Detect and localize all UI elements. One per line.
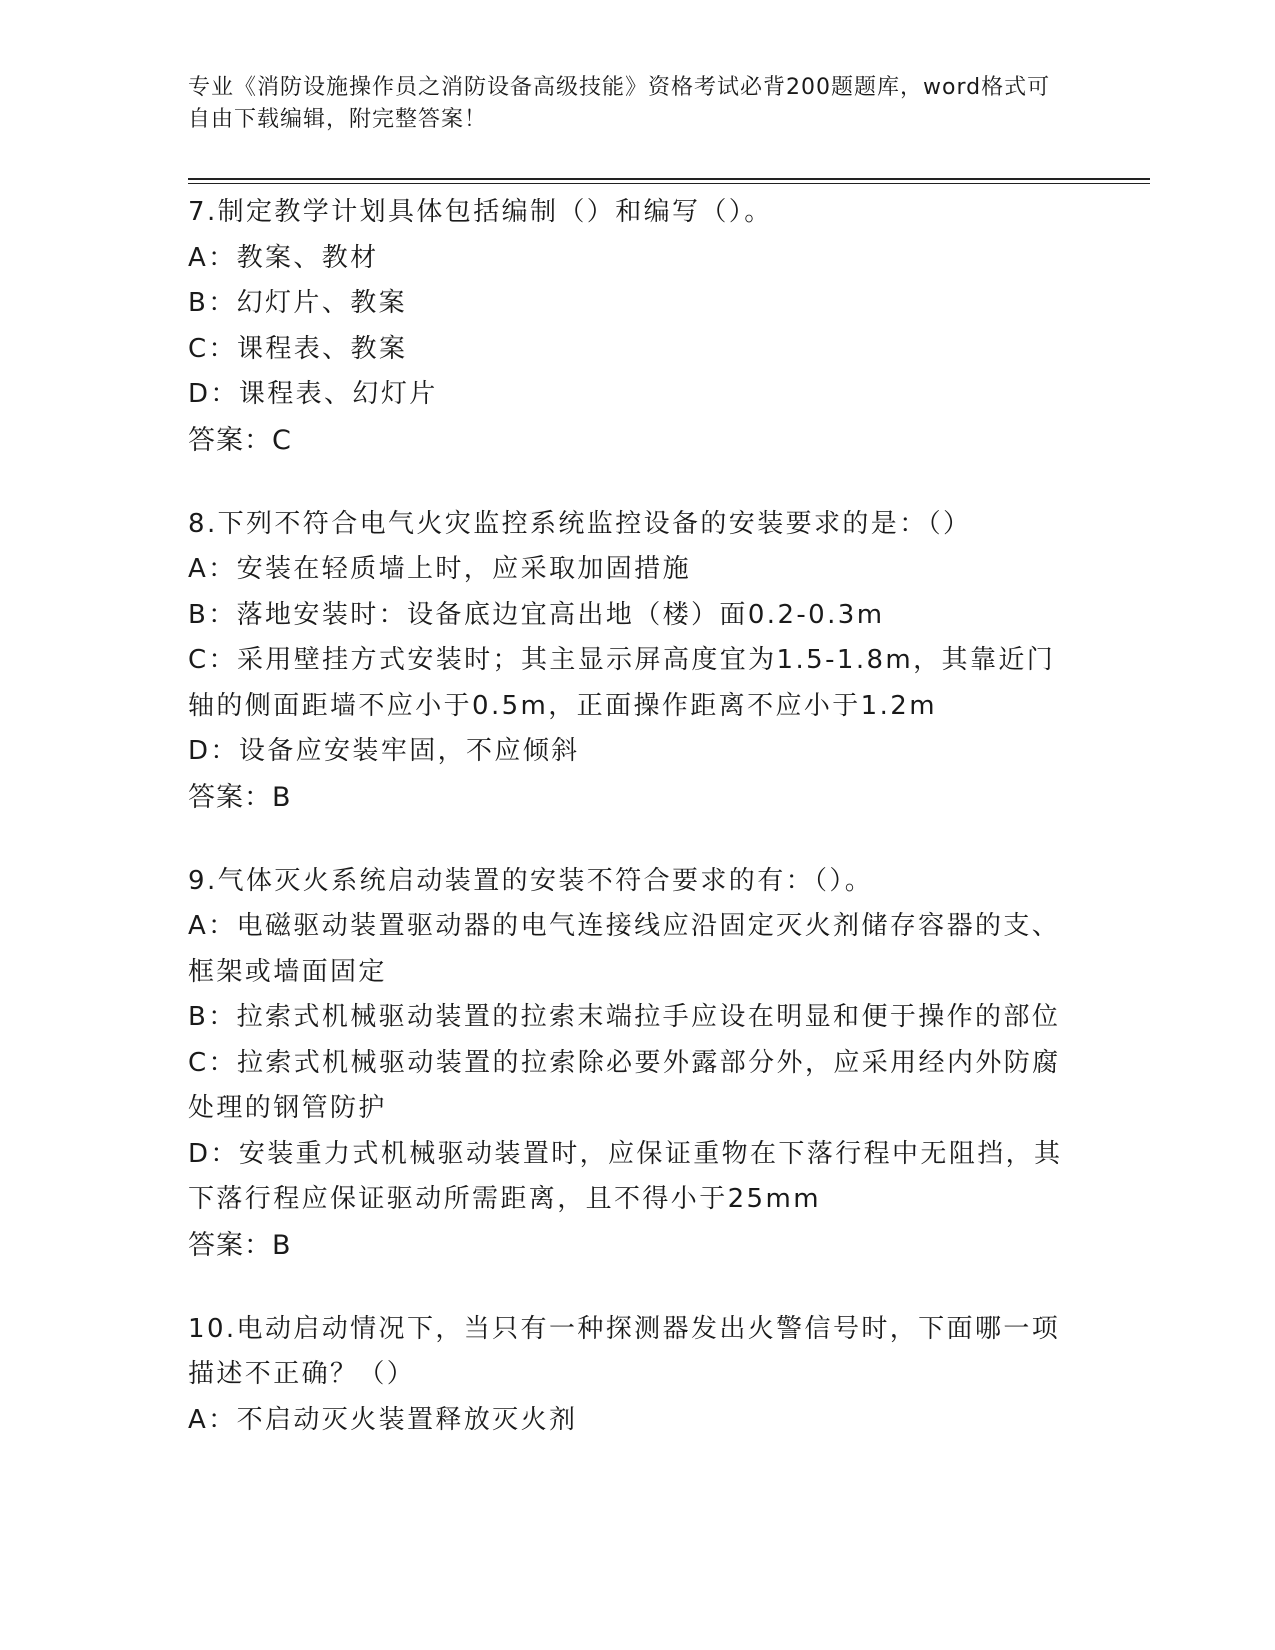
question-stem: 8.下列不符合电气火灾监控系统监控设备的安装要求的是：（） bbox=[188, 508, 972, 539]
option-c: C：拉索式机械驱动装置的拉索除必要外露部分外，应采用经内外防腐处理的钢管防护 bbox=[188, 1047, 1061, 1123]
option-c: C：课程表、教案 bbox=[188, 333, 408, 364]
option-b: B：拉索式机械驱动装置的拉索末端拉手应设在明显和便于操作的部位 bbox=[188, 1002, 1061, 1032]
option-d: D：设备应安装牢固，不应倾斜 bbox=[188, 736, 580, 766]
document-header: 专业《消防设施操作员之消防设备高级技能》资格考试必背200题题库，word格式可自由下载编辑，附完整答案！ bbox=[188, 75, 1051, 132]
option-d: D：课程表、幻灯片 bbox=[188, 379, 438, 409]
question-stem: 10.电动启动情况下，当只有一种探测器发出火警信号时，下面哪一项描述不正确？（） bbox=[188, 1313, 1061, 1389]
option-b: B：落地安装时：设备底边宜高出地（楼）面0.2-0.3m bbox=[188, 599, 885, 630]
option-a: A：电磁驱动装置驱动器的电气连接线应沿固定灭火剂储存容器的支、框架或墙面固定 bbox=[188, 911, 1061, 987]
option-c: C：采用壁挂方式安装时；其主显示屏高度宜为1.5-1.8m，其靠近门轴的侧面距墙不应小于0.5m，正面操作距离不应小于1.2m bbox=[188, 645, 1056, 721]
option-b: B：幻灯片、教案 bbox=[188, 288, 408, 318]
question-10 bbox=[188, 1307, 1078, 1444]
question-stem: 7.制定教学计划具体包括编制（）和编写（）。 bbox=[188, 197, 773, 227]
question-8 bbox=[188, 502, 1078, 821]
header-divider-thin bbox=[188, 183, 1150, 184]
question-7 bbox=[188, 190, 1078, 464]
header-divider bbox=[188, 178, 1150, 180]
answer-line: 答案：B bbox=[188, 1229, 292, 1261]
answer-line: 答案：B bbox=[188, 781, 292, 813]
question-list bbox=[188, 190, 1078, 1481]
option-a: A：不启动灭火装置释放灭火剂 bbox=[188, 1404, 578, 1435]
question-9 bbox=[188, 859, 1078, 1269]
option-d: D：安装重力式机械驱动装置时，应保证重物在下落行程中无阻挡，其下落行程应保证驱动所需距离，且不得小于25mm bbox=[188, 1138, 1063, 1214]
answer-line: 答案：C bbox=[188, 424, 292, 456]
question-stem: 9.气体灭火系统启动装置的安装不符合要求的有：（）。 bbox=[188, 865, 874, 896]
option-a: A：安装在轻质墙上时，应采取加固措施 bbox=[188, 554, 691, 584]
option-a: A：教案、教材 bbox=[188, 242, 379, 273]
